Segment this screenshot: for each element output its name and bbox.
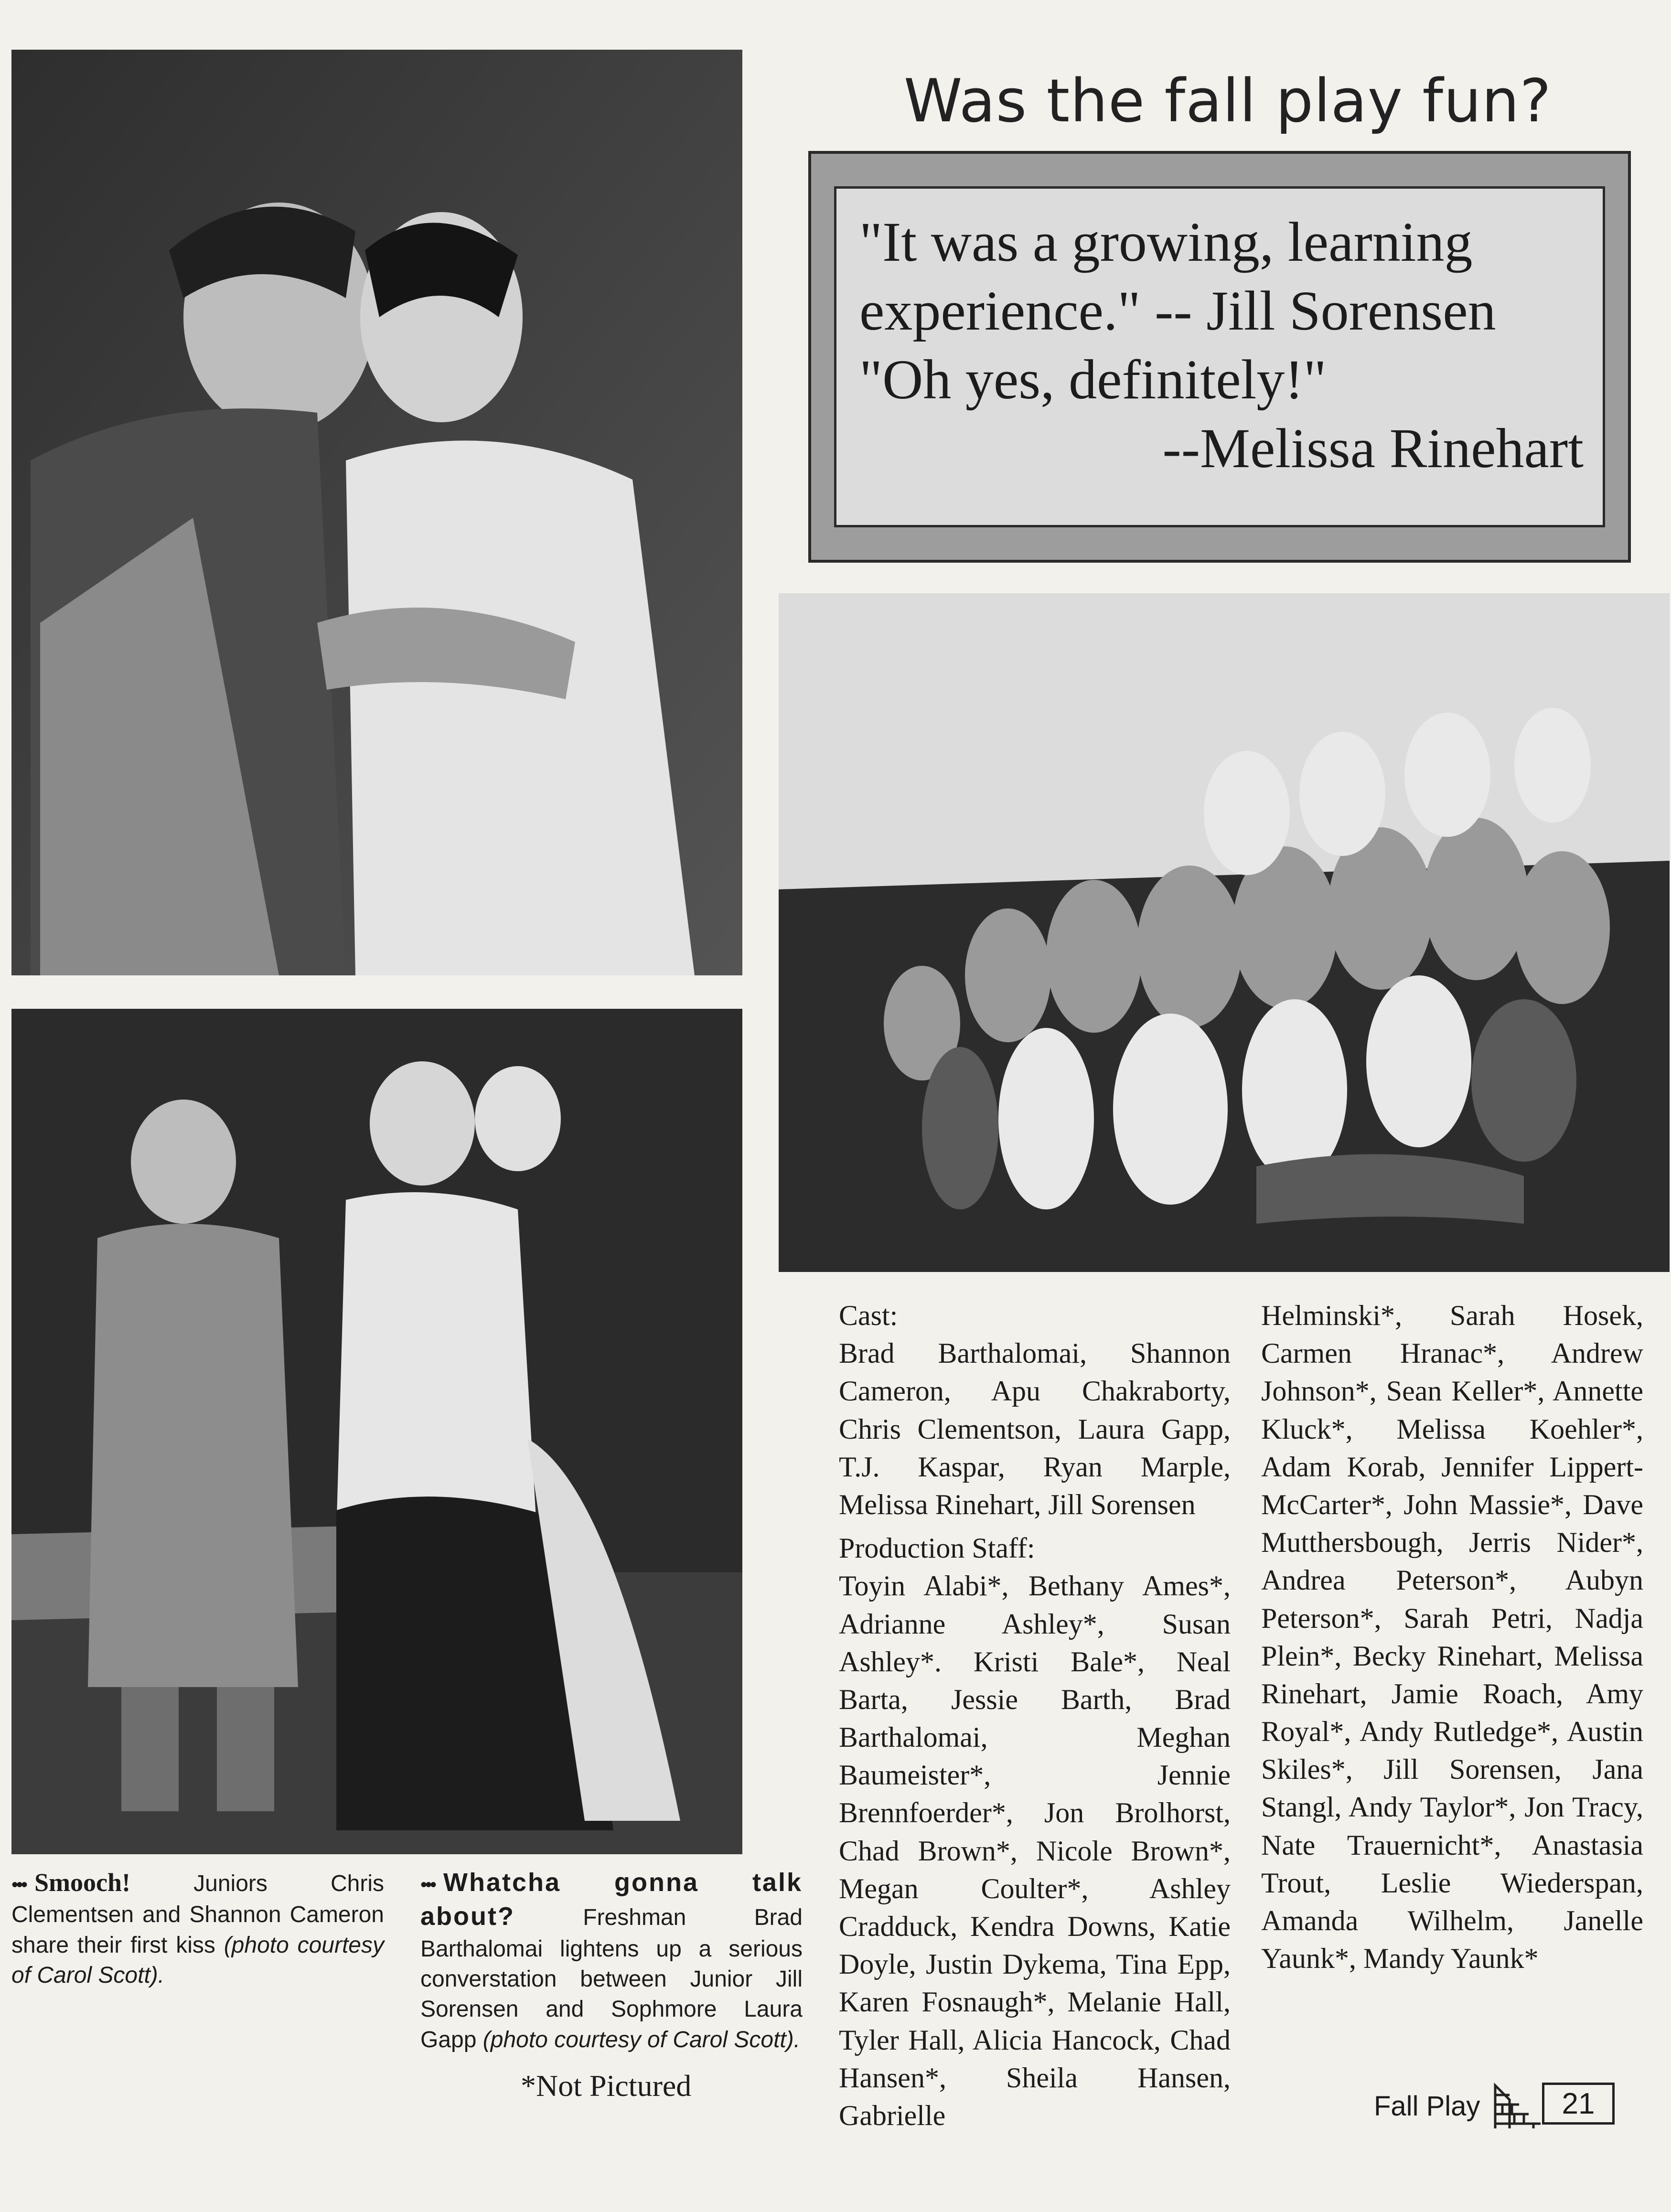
brick-wall-icon xyxy=(1490,2081,1543,2130)
photo-cast-group-image xyxy=(779,593,1670,1272)
cast-names: Brad Barthalomai, Shannon Cameron, Apu Chakraborty, Chris Clementson, Laura Gapp, T.J. Kaspar, Ryan Marple, Melissa Rinehart, Jill Sorensen xyxy=(839,1337,1231,1520)
quote-line-2: experience." -- Jill Sorensen xyxy=(859,279,1496,342)
quote-box xyxy=(808,151,1631,563)
footer-section-label: Fall Play xyxy=(1374,2091,1480,2122)
caption-bullet-icon: ••• xyxy=(11,1874,26,1895)
photo-cast-group xyxy=(779,593,1670,1272)
photo-smooch-image xyxy=(11,50,742,975)
caption-title: Whatcha gonna talk about? xyxy=(420,1868,803,1931)
quote-line-1: "It was a growing, learning xyxy=(859,211,1473,273)
page-number: 21 xyxy=(1542,2083,1615,2125)
quote-line-4: --Melissa Rinehart xyxy=(1162,417,1584,480)
page-headline: Was the fall play fun? xyxy=(903,67,1552,136)
photo-whatcha-gonna-talk-about xyxy=(11,1009,742,1854)
cast-heading: Cast: xyxy=(839,1300,898,1331)
quote-line-3: "Oh yes, definitely!" xyxy=(859,348,1327,411)
caption-smooch xyxy=(11,1866,384,1990)
photo-whatcha-image xyxy=(11,1009,742,1854)
credits-column-2 xyxy=(1261,1297,1643,1983)
caption-bullet-icon: ••• xyxy=(420,1874,435,1895)
production-staff-names-part-2: Helminski*, Sarah Hosek, Carmen Hranac*, Andrew Johnson*, Sean Keller*, Annette Kluck*, Melissa Koehler*, Adam Korab, Jennifer Lippert-McCarter*, John Massie*, Dave Mutthersbough, Jerris Nider*, Andrea Peterson*, Aubyn Peterson*, Sarah Petri, Nadja Plein*, Becky Rinehart, Melissa Rinehart, Jamie Roach, Amy Royal*, Andy Rutledge*, Austin Skiles*, Jill Sorensen, Jana Stangl, Andy Taylor*, Jon Tracy, Nate Trauernicht*, Anastasia Trout, Leslie Wiederspan, Amanda Wilhelm, Janelle Yaunk*, Mandy Yaunk* xyxy=(1261,1300,1643,1975)
caption-whatcha xyxy=(420,1866,803,2055)
photo-smooch xyxy=(11,50,742,975)
quote-box-inner xyxy=(834,186,1605,527)
credits-column-1 xyxy=(839,1297,1231,2140)
production-staff-heading: Production Staff: xyxy=(839,1532,1035,1564)
not-pictured-note: *Not Pictured xyxy=(521,2069,692,2103)
caption-credit: (photo courtesy of Carol Scott). xyxy=(482,2027,801,2052)
caption-text: Juniors Chris Clementsen and Shannon Cameron share their first kiss xyxy=(11,1871,384,1958)
caption-credit: (photo courtesy of Carol Scott). xyxy=(11,1932,385,1988)
production-staff-names-part-1: Toyin Alabi*, Bethany Ames*, Adrianne Ashley*, Susan Ashley*. Kristi Bale*, Neal Barta, Jessie Barth, Brad Barthalomai, Meghan Baumeister*, Jennie Brennfoerder*, Jon Brolhorst, Chad Brown*, Nicole Brown*, Megan Coulter*, Ashley Cradduck, Kendra Downs, Katie Doyle, Justin Dykema, Tina Epp, Karen Fosnaugh*, Melanie Hall, Tyler Hall, Alicia Hancock, Chad Hansen*, Sheila Hansen, Gabrielle xyxy=(839,1570,1231,2131)
caption-text: Freshman Brad Barthalomai lightens up a serious converstation between Junior Jill Sorensen and Sophmore Laura Gapp xyxy=(420,1905,803,2052)
caption-title: Smooch! xyxy=(34,1868,131,1897)
